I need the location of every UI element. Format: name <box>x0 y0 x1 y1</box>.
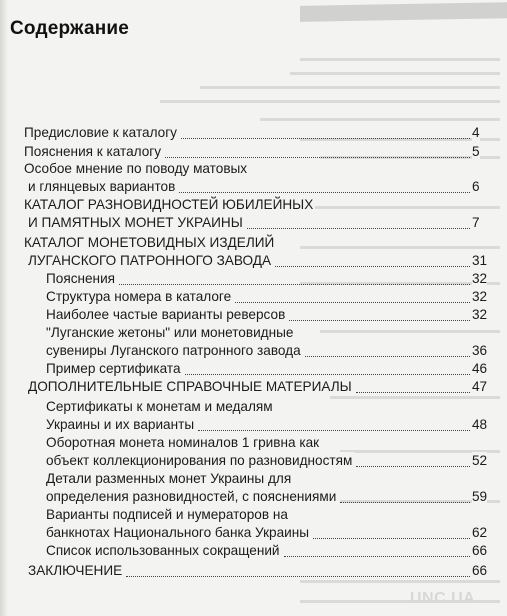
toc-entry-label: Детали разменных монет Украины для <box>46 471 292 486</box>
toc-page-number: 32 <box>472 289 488 304</box>
toc-entry-label: Список использованных сокращений <box>46 543 280 558</box>
toc-entry-label: КАТАЛОГ МОНЕТОВИДНЫХ ИЗДЕЛИЙ <box>24 235 275 250</box>
toc-page-number: 31 <box>472 253 488 268</box>
toc-entry-label: И ПАМЯТНЫХ МОНЕТ УКРАИНЫ <box>28 215 243 230</box>
toc-entry-label: Пояснения к каталогу <box>24 144 162 159</box>
toc-dot-leader <box>165 139 470 158</box>
toc-entry-label: "Луганские жетоны" или монетовидные <box>46 325 294 340</box>
toc-dot-leader <box>284 538 470 557</box>
toc-page-number: 46 <box>472 361 488 376</box>
toc-dot-leader <box>119 266 470 285</box>
toc-entry <box>0 306 507 324</box>
toc-dot-leader <box>126 558 470 577</box>
toc-page-number: 32 <box>472 307 488 322</box>
toc-entry <box>0 214 507 232</box>
toc-page-number: 5 <box>472 144 480 159</box>
toc-entry <box>0 378 507 396</box>
toc-page-number: 59 <box>472 489 488 504</box>
toc-entry-label: банкнотах Национального банка Украины <box>46 525 310 540</box>
toc-entry-label: КАТАЛОГ РАЗНОВИДНОСТЕЙ ЮБИЛЕЙНЫХ <box>24 197 314 212</box>
toc-entry <box>0 452 507 470</box>
toc-entry-label: сувениры Луганского патронного завода <box>46 343 301 358</box>
toc-entry-label: ЗАКЛЮЧЕНИЕ <box>28 563 123 578</box>
watermark-logo: UNC.UA <box>410 590 476 607</box>
toc-entry <box>0 488 507 506</box>
toc-entry-label: Сертификаты к монетам и медалям <box>46 399 273 414</box>
toc-entry-label: Пример сертификата <box>46 361 181 376</box>
toc-entry-label: Предисловие к каталогу <box>24 125 177 140</box>
toc-page-number: 66 <box>472 543 488 558</box>
toc-page-number: 47 <box>472 379 488 394</box>
toc-dot-leader <box>247 210 470 229</box>
toc-entry-label: и глянцевых вариантов <box>28 179 176 194</box>
toc-entry-label: Пояснения <box>46 271 116 286</box>
toc-dot-leader <box>275 248 470 267</box>
toc-dot-leader <box>313 520 470 539</box>
page-title: Содержание <box>10 18 130 39</box>
toc-page-number: 36 <box>472 343 488 358</box>
toc-dot-leader <box>185 356 470 375</box>
toc-page-number: 32 <box>472 271 488 286</box>
toc-dot-leader <box>198 412 470 431</box>
toc-dot-leader <box>179 174 470 193</box>
toc-page-number: 62 <box>472 525 488 540</box>
toc-entry <box>0 143 507 161</box>
toc-entry-label: Украины и их варианты <box>46 417 195 432</box>
toc-entry-label: ДОПОЛНИТЕЛЬНЫЕ СПРАВОЧНЫЕ МАТЕРИАЛЫ <box>28 379 352 394</box>
toc-entry-label: определения разновидностей, с пояснениями <box>46 489 337 504</box>
toc-dot-leader <box>289 302 470 321</box>
toc-entry-label: Оборотная монета номиналов 1 гривна как <box>46 435 320 450</box>
toc-dot-leader <box>305 338 470 357</box>
toc-entry <box>0 178 507 196</box>
toc-entry-label: Особое мнение по поводу матовых <box>24 161 248 176</box>
toc-entry-label: Наиболее частые варианты реверсов <box>46 307 286 322</box>
toc-dot-leader <box>181 120 470 139</box>
toc-entry-label: Структура номера в каталоге <box>46 289 232 304</box>
toc-dot-leader <box>356 448 470 467</box>
toc-entry-label: объект коллекционирования по разновидностям <box>46 453 353 468</box>
toc-dot-leader <box>235 284 470 303</box>
toc-dot-leader <box>340 484 470 503</box>
toc-page-number: 48 <box>472 417 488 432</box>
toc-page-number: 66 <box>472 563 488 578</box>
toc-entry <box>0 562 507 580</box>
toc-page-number: 6 <box>472 179 480 194</box>
toc-entry <box>0 416 507 434</box>
toc-entry-label: ЛУГАНСКОГО ПАТРОННОГО ЗАВОДА <box>28 253 272 268</box>
toc-dot-leader <box>356 374 470 393</box>
toc-entry-label: Варианты подписей и нумераторов на <box>46 507 288 522</box>
toc-page-number: 4 <box>472 125 480 140</box>
toc-page-number: 52 <box>472 453 488 468</box>
toc-page-number: 7 <box>472 215 480 230</box>
